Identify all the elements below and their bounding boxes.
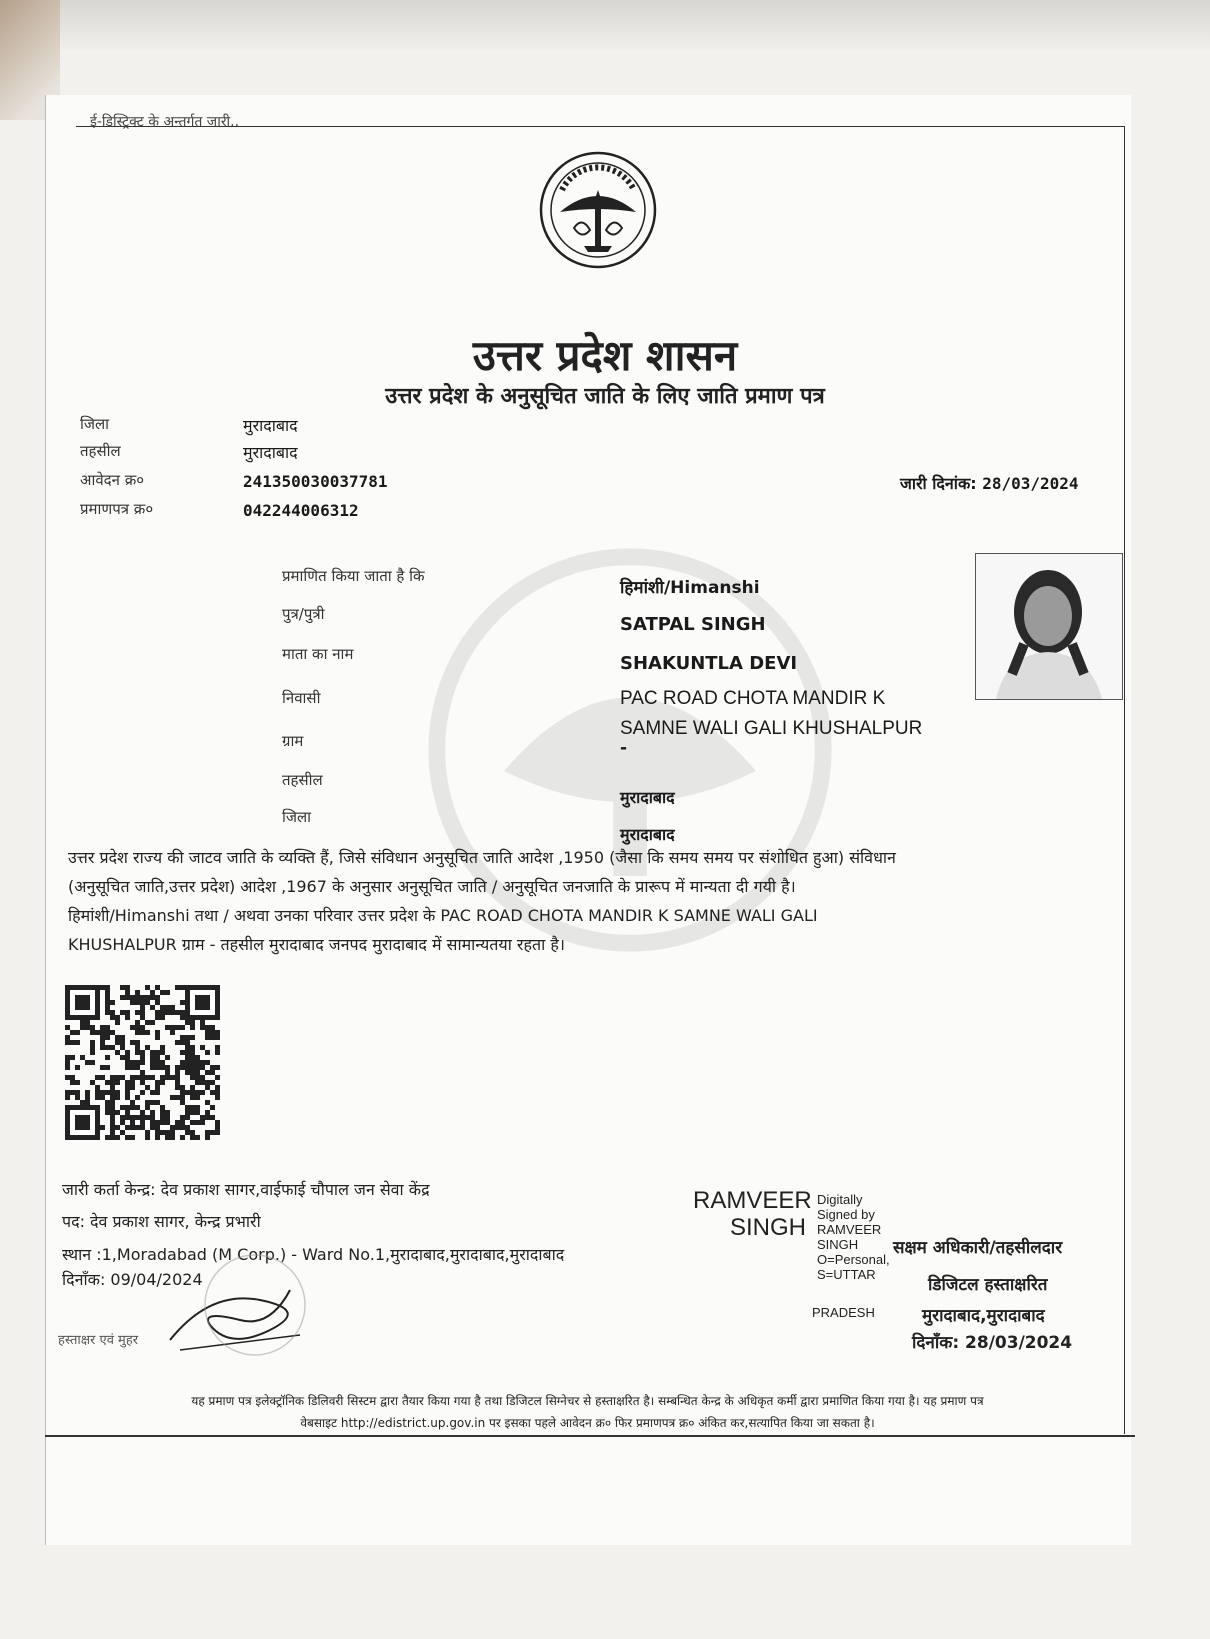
person-tehsil-label: तहसील bbox=[282, 771, 323, 789]
address-line-1: PAC ROAD CHOTA MANDIR K bbox=[620, 688, 886, 709]
seal-label: हस्ताक्षर एवं मुहर bbox=[58, 1333, 139, 1348]
certified-label: प्रमाणित किया जाता है कि bbox=[282, 567, 425, 585]
person-name: हिमांशी/Himanshi bbox=[620, 578, 760, 598]
certificate-label: प्रमाणपत्र क्र० bbox=[80, 500, 154, 518]
mother-name: SHAKUNTLA DEVI bbox=[620, 653, 798, 674]
tehsil-value: मुरादाबाद bbox=[243, 443, 298, 462]
person-district-value: मुरादाबाद bbox=[620, 825, 675, 844]
father-name: SATPAL SINGH bbox=[620, 614, 766, 635]
village-value: - bbox=[620, 738, 628, 758]
application-label: आवेदन क्र० bbox=[80, 471, 145, 489]
footer-note bbox=[45, 1390, 1130, 1434]
person-district-label: जिला bbox=[282, 808, 312, 826]
tehsil-label: तहसील bbox=[80, 442, 121, 460]
header-note: ई-डिस्ट्रिक्ट के अन्तर्गत जारी.. bbox=[90, 114, 240, 130]
district-value: मुरादाबाद bbox=[243, 416, 298, 435]
issue-date bbox=[900, 472, 1079, 494]
signer-name-line-1: RAMVEER bbox=[693, 1187, 812, 1214]
up-govt-emblem-icon bbox=[538, 150, 658, 270]
sig-detail-2: Signed by bbox=[817, 1207, 875, 1222]
issuer-place: स्थान :1,Moradabad (M Corp.) - Ward No.1,मुरादाबाद,मुरादाबाद,मुरादाबाद bbox=[62, 1245, 565, 1264]
resident-label: निवासी bbox=[282, 689, 321, 707]
authority-date: दिनाँक: 28/03/2024 bbox=[912, 1333, 1073, 1353]
issuer-center: जारी कर्ता केन्द्र: देव प्रकाश सागर,वाईफाई चौपाल जन सेवा केंद्र bbox=[62, 1180, 430, 1199]
mother-label: माता का नाम bbox=[282, 645, 354, 663]
issue-date-label: जारी दिनांक: bbox=[900, 474, 977, 493]
sig-detail-4: SINGH bbox=[817, 1237, 859, 1252]
certificate-body bbox=[68, 843, 1128, 959]
village-label: ग्राम bbox=[282, 732, 304, 750]
sig-detail-1: Digitally bbox=[817, 1192, 863, 1207]
person-photo-icon bbox=[976, 554, 1122, 699]
certificate-title: उत्तर प्रदेश के अनुसूचित जाति के लिए जाति प्रमाण पत्र bbox=[385, 384, 825, 409]
authority-title: सक्षम अधिकारी/तहसीलदार bbox=[893, 1238, 1063, 1258]
government-title: उत्तर प्रदेश शासन bbox=[472, 331, 738, 380]
footer-line-2: वेबसाइट http://edistrict.up.gov.in पर इसका पहले आवेदन क्र० फिर प्रमाणपत्र क्र० अंकित कर,सत्यापित किया जा सकता है। bbox=[300, 1416, 875, 1430]
footer-divider bbox=[45, 1435, 1135, 1437]
applicant-photo bbox=[975, 553, 1123, 700]
sig-detail-5: O=Personal, bbox=[817, 1252, 890, 1267]
authority-signed: डिजिटल हस्ताक्षरित bbox=[928, 1275, 1048, 1295]
issue-date-value: 28/03/2024 bbox=[982, 474, 1079, 493]
footer-line-1: यह प्रमाण पत्र इलेक्ट्रॉनिक डिलिवरी सिस्टम द्वारा तैयार किया गया है तथा डिजिटल सिग्नेचर से हस्ताक्षरित है। सम्बन्धित केन्द्र के अधिकृत कर्मी द्वारा प्रमाणित किया गया है। यह प्रमाण पत्र bbox=[191, 1394, 984, 1408]
faint-seal-icon bbox=[190, 1250, 320, 1360]
sig-detail-6: S=UTTAR bbox=[817, 1267, 876, 1282]
body-line-1: उत्तर प्रदेश राज्य की जाटव जाति के व्यक्ति हैं, जिसे संविधान अनुसूचित जाति आदेश ,1950 (जैसा कि समय समय पर संशोधित हुआ) संविधान bbox=[68, 848, 896, 867]
sig-detail-3: RAMVEER bbox=[817, 1222, 882, 1237]
relation-label: पुत्र/पुत्री bbox=[282, 605, 325, 623]
digital-signature-details bbox=[817, 1192, 890, 1282]
issuer-date: दिनाँक: 09/04/2024 bbox=[62, 1270, 203, 1289]
address-line-2: SAMNE WALI GALI KHUSHALPUR bbox=[620, 718, 923, 739]
body-line-4: KHUSHALPUR ग्राम - तहसील मुरादाबाद जनपद मुरादाबाद में सामान्यतया रहता है। bbox=[68, 935, 565, 954]
authority-place: मुरादाबाद,मुरादाबाद bbox=[922, 1306, 1045, 1326]
body-line-2: (अनुसूचित जाति,उत्तर प्रदेश) आदेश ,1967 के अनुसार अनुसूचित जाति / अनुसूचित जनजाति के प्रारूप में मान्यता दी गयी है। bbox=[68, 877, 796, 896]
sig-detail-7: PRADESH bbox=[812, 1305, 875, 1320]
person-tehsil-value: मुरादाबाद bbox=[620, 788, 675, 807]
application-number: 241350030037781 bbox=[243, 472, 388, 491]
body-line-3: हिमांशी/Himanshi तथा / अथवा उनका परिवार उत्तर प्रदेश के PAC ROAD CHOTA MANDIR K SAMNE WALI GALI bbox=[68, 906, 818, 925]
qr-code-icon bbox=[65, 985, 220, 1140]
issuer-post: पद: देव प्रकाश सागर, केन्द्र प्रभारी bbox=[62, 1212, 261, 1231]
scan-shadow bbox=[0, 0, 1210, 50]
signer-name-line-2: SINGH bbox=[730, 1214, 807, 1241]
district-label: जिला bbox=[80, 415, 110, 433]
certificate-number: 042244006312 bbox=[243, 501, 359, 520]
